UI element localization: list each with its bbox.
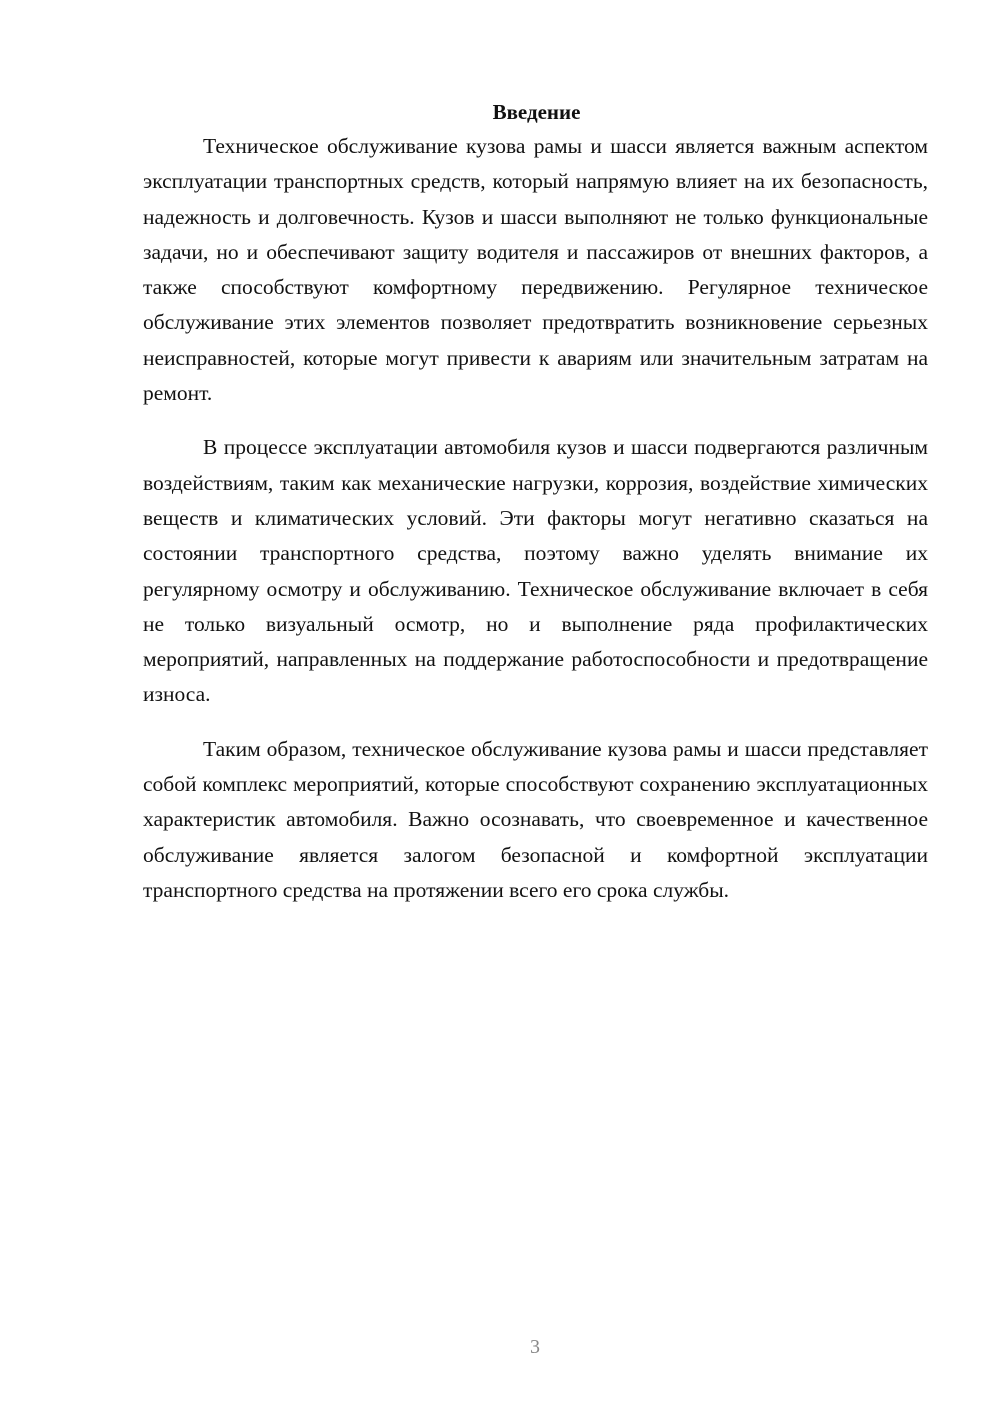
page-number: 3 xyxy=(530,1336,540,1358)
document-body xyxy=(143,97,928,908)
page-title: Введение xyxy=(492,100,581,124)
paragraph-2: В процессе эксплуатации автомобиля кузов и шасси подвергаются различным воздействиям, таким как механические нагрузки, коррозия, воздействие химических веществ и климатических условий. Эти факторы могут негативно сказаться на состоянии транспортного средства, поэтому важно уделять внимание их регулярному осмотру и обслуживанию. Техническое обслуживание включает в себя не только визуальный осмотр, но и выполнение ряда профилактических мероприятий, направленных на поддержание работоспособности и предотвращение износа. xyxy=(143,435,928,707)
paragraph-3: Таким образом, техническое обслуживание кузова рамы и шасси представляет собой комплекс мероприятий, которые способствуют сохранению эксплуатационных характеристик автомобиля. Важно осознавать, что своевременное и качественное обслуживание является залогом безопасной и комфортной эксплуатации транспортного средства на протяжении всего его срока службы. xyxy=(143,736,928,902)
paragraph-1: Техническое обслуживание кузова рамы и шасси является важным аспектом эксплуатации транспортных средств, который напрямую влияет на их безопасность, надежность и долговечность. Кузов и шасси выполняют не только функциональные задачи, но и обеспечивают защиту водителя и пассажиров от внешних факторов, а также способствуют комфортному передвижению. Регулярное техническое обслуживание этих элементов позволяет предотвратить возникновение серьезных неисправностей, которые могут привести к авариям или значительным затратам на ремонт. xyxy=(143,134,928,406)
